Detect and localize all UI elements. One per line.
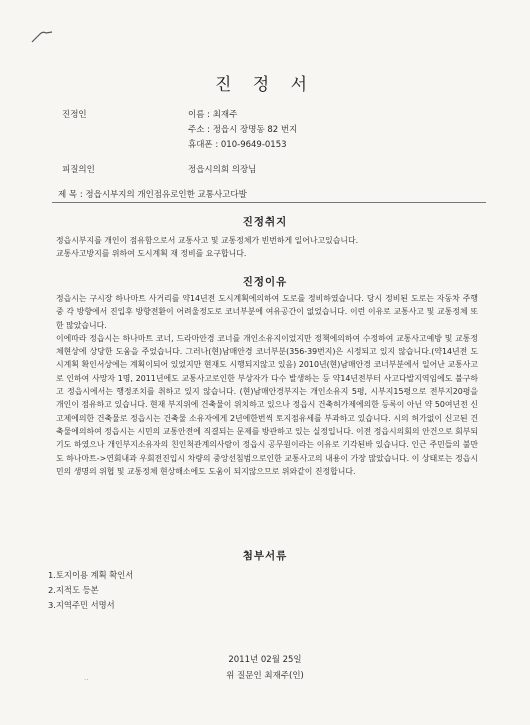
petitioner-phone: 휴대폰 : 010-9649-0153 [188, 140, 287, 150]
staple-mark-icon [30, 30, 54, 44]
attachment-item: 2.지적도 등본 [48, 585, 99, 595]
attachment-item: 3.지역주민 서명서 [48, 600, 115, 610]
purpose-body [56, 234, 478, 261]
respondent-value: 정읍시의회 의장님 [188, 165, 257, 175]
purpose-line: 정읍시부지를 개인이 점유함으로서 교통사고 및 교통정체가 빈번하게 일어나고있습니다. [56, 236, 359, 245]
petitioner-label: 진정인 [62, 110, 87, 120]
attachments-heading: 첨부서류 [242, 550, 288, 562]
reasons-heading: 진정이유 [242, 276, 288, 288]
subject-divider [52, 202, 486, 203]
petitioner-name: 이름 : 최재주 [188, 110, 238, 120]
scan-speck: ·· [84, 676, 89, 684]
petitioner-address: 주소 : 정읍시 장명동 82 번지 [188, 125, 298, 135]
reasons-paragraph: 정읍시는 구시장 하나마트 사거리를 약14년전 도시계획에의하여 도로를 정비하였습니다. 당시 정비된 도로는 자동차 주행중 각 방향에서 진입후 방향전환이 어려울정도로 코너부분에 여유공간이 없었습니다. 이런 이유로 교통사고 및 교통정체 또한 많았습니다. [56, 294, 478, 330]
respondent-label: 피질의인 [62, 165, 95, 175]
attachments-list [48, 568, 133, 613]
purpose-heading: 진정취지 [242, 216, 288, 228]
signature-line: 위 질문인 최재주(인) [226, 671, 304, 681]
subject-line: 제 목 : 정읍시부지의 개인점유로인한 교통사고다발 [58, 190, 247, 200]
document-title: 진 정 서 [214, 75, 316, 95]
reasons-paragraph: 이에따라 정읍시는 하나마트 코너, 드라마안경 코너를 개인소유지이었지만 정책에의하여 수정하여 교통사고예방 및 교통정체현상에 상당한 도움을 주었습니다. 그러나(현)남매안경 코너부분(356-39번지)은 시정되고 있지 않습니다.(약14년전 도시계획 확인서상에는 계획이되어 있었지만 현재도 시행되지않고 있음) 2010년(현)남매안경 코너부분에서 일어난 교통사고로 인하여 사망자 1명, 2011년에도 교통사고로인한 부상자가 다수 발생하는 등 약14년전부터 사고다발지역임에도 불구하고 정읍시에서는 행정조치를 취하고 있지 않습니다. (현)남매안경부지는 개인소유지 5평, 시부지15평으로 전부지20평을 개인이 점유하고 있습니다. 현재 부지위에 건축물이 위치하고 있으나 정읍시 건축허가제에의한 등록이 아닌 약 50여년전 신고제에의한 건축물로 정읍시는 건축물 소유자에게 2년에한번씩 토지점유세를 부과하고 있습니다. 시의 허가없이 신고된 건축물에의하여 정읍시는 시민의 교통안전에 직결되는 문제를 방관하고 있는 실정입니다. 이전 정읍시의회의 안건으로 회부되기도 하였으나 개인부지소유자의 친인척관계의사람이 정읍시 공무원이라는 이유로 기각된바 있습니다. 인근 주민들의 불만도 하나마트->연회내과 우회전진입시 차량의 중앙선침범으로인한 교통사고의 내용이 가장 많았습니다. 이 상태로는 정읍시민의 생명의 위협 및 교통정체 현상해소에도 도움이 되지않으므로 위와같이 진정합니다. [56, 333, 478, 476]
reasons-body [56, 292, 478, 478]
purpose-line: 교통사고방지를 위하여 도시계획 재 정비를 요구합니다. [56, 249, 247, 259]
attachment-item: 1.토지이용 계획 확인서 [48, 570, 134, 580]
document-date: 2011년 02월 25일 [228, 655, 302, 665]
